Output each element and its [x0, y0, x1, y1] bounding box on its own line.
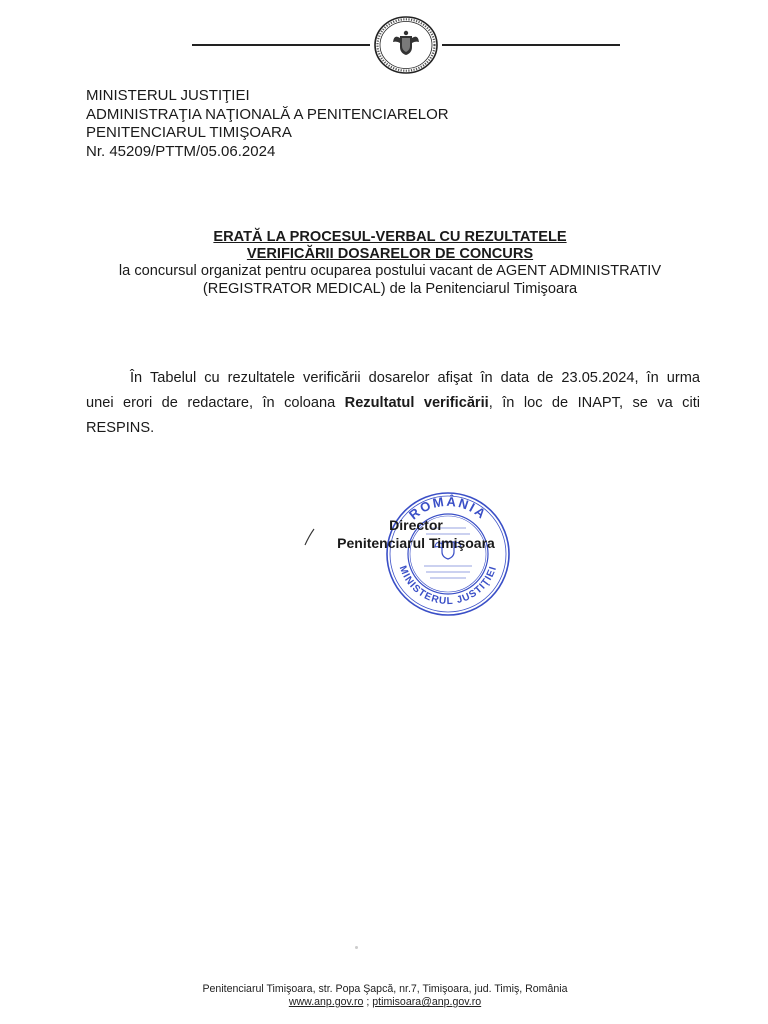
institution-header — [86, 87, 449, 161]
stamp-top-text: ROMÂNIA — [406, 493, 490, 523]
penitentiary-name: PENITENCIARUL TIMIŞOARA — [86, 124, 292, 142]
administration-name: ADMINISTRAŢIA NAŢIONALĂ A PENITENCIARELOR — [86, 105, 449, 123]
erratum-paragraph — [86, 366, 700, 441]
column-name: Rezultatul verificării — [344, 395, 489, 411]
subtitle-line-1: la concursul organizat pentru ocuparea postului vacant de AGENT ADMINISTRATIV — [118, 263, 662, 279]
page-footer — [120, 983, 650, 1009]
footer-address: Penitenciarul Timişoara, str. Popa Şapcă, nr.7, Timişoara, jud. Timiş, România — [202, 983, 568, 995]
title-line-2: VERIFICĂRII DOSARELOR DE CONCURS — [246, 246, 534, 262]
scan-speck — [355, 946, 358, 949]
coat-of-arms-seal-icon — [370, 14, 442, 76]
paragraph-line-2: unei erori de redactare, în coloana Rezultatul verificării, în loc de INAPT, se va citi — [86, 395, 700, 411]
stamp-bottom-text: MINISTERUL JUSTIŢIEI — [396, 564, 500, 608]
paragraph-line-1: În Tabelul cu rezultatele verificării dosarelor afişat în data de 23.05.2024, în urma — [130, 370, 700, 386]
official-stamp — [378, 490, 518, 618]
document-title — [60, 229, 720, 298]
signature-block — [300, 516, 532, 552]
footer-contacts — [120, 996, 650, 1009]
email-link[interactable]: ptimisoara@anp.gov.ro — [372, 996, 482, 1008]
paragraph-line-3: RESPINS. — [86, 420, 155, 436]
contact-separator: ; — [363, 996, 373, 1008]
signatory-institution: Penitenciarul Timişoara — [337, 535, 495, 551]
website-link[interactable]: www.anp.gov.ro — [288, 996, 364, 1008]
reference-number: Nr. 45209/PTTM/05.06.2024 — [86, 142, 276, 160]
title-line-1: ERATĂ LA PROCESUL-VERBAL CU REZULTATELE — [213, 229, 567, 245]
signatory-role: Director — [389, 517, 443, 533]
subtitle-line-2: (REGISTRATOR MEDICAL) de la Penitenciarul Timişoara — [202, 280, 578, 297]
handwritten-signature-mark — [303, 528, 317, 546]
ministry-name: MINISTERUL JUSTIŢIEI — [86, 87, 250, 104]
